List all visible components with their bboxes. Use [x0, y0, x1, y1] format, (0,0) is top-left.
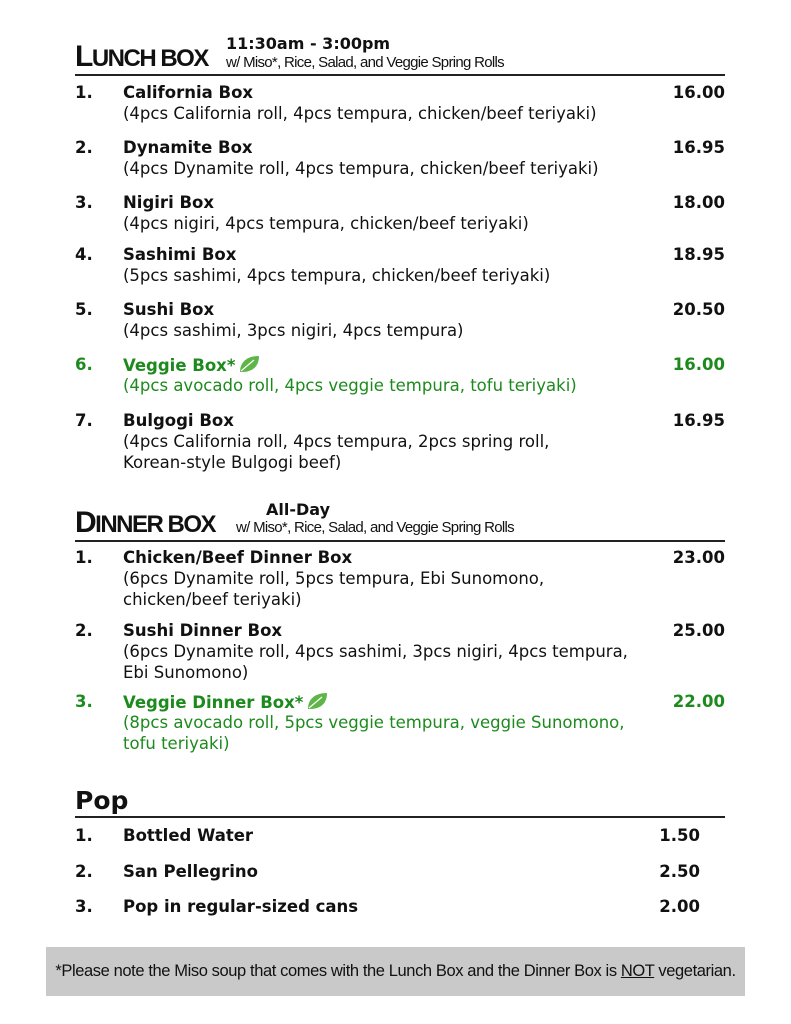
item-detail: (4pcs avocado roll, 4pcs veggie tempura, tofu teriyaki)	[123, 376, 577, 395]
item-detail: (4pcs sashimi, 3pcs nigiri, 4pcs tempura)	[123, 321, 464, 340]
item-detail: (4pcs Dynamite roll, 4pcs tempura, chicken/beef teriyaki)	[123, 159, 599, 178]
dinner-box-hours: All-Day	[266, 500, 331, 519]
item-price: 16.00	[672, 355, 725, 374]
item-name: Chicken/Beef Dinner Box	[123, 548, 353, 567]
item-name: Sushi Dinner Box	[123, 621, 283, 640]
item-name: Bottled Water	[123, 826, 254, 845]
item-name: San Pellegrino	[123, 862, 258, 881]
lunch-box-hours: 11:30am - 3:00pm	[226, 34, 391, 53]
item-price: 18.00	[672, 193, 725, 212]
item-price: 18.95	[672, 245, 725, 264]
item-price: 20.50	[672, 300, 725, 319]
lunch-box-header	[75, 36, 725, 76]
item-detail: (4pcs California roll, 4pcs tempura, 2pcs spring roll, Korean-style Bulgogi beef)	[123, 432, 550, 472]
item-detail: (6pcs Dynamite roll, 5pcs tempura, Ebi Sunomono, chicken/beef teriyaki)	[123, 569, 545, 609]
item-name: Bulgogi Box	[123, 411, 234, 430]
item-price: 2.50	[659, 862, 700, 881]
dinner-box-includes: w/ Miso*, Rice, Salad, and Veggie Spring Rolls	[236, 519, 514, 536]
item-name: Sushi Box	[123, 300, 215, 319]
item-price: 1.50	[659, 826, 700, 845]
item-detail: (4pcs California roll, 4pcs tempura, chicken/beef teriyaki)	[123, 104, 597, 123]
leaf-icon	[306, 691, 328, 711]
item-name: Veggie Dinner Box*	[123, 691, 328, 713]
item-name: Nigiri Box	[123, 193, 215, 212]
leaf-icon	[238, 354, 260, 374]
item-detail: (8pcs avocado roll, 5pcs veggie tempura, veggie Sunomono, tofu teriyaki)	[123, 713, 625, 753]
item-name: Pop in regular-sized cans	[123, 897, 359, 916]
item-name: Sashimi Box	[123, 245, 237, 264]
pop-title: Pop	[75, 786, 129, 815]
lunch-box-includes: w/ Miso*, Rice, Salad, and Veggie Spring Rolls	[226, 54, 504, 71]
item-name: Dynamite Box	[123, 138, 253, 157]
dinner-box-title: DINNER BOX	[75, 506, 216, 539]
item-price: 23.00	[672, 548, 725, 567]
miso-note: *Please note the Miso soup that comes with the Lunch Box and the Dinner Box is NOT vegetarian.	[46, 947, 745, 996]
item-price: 25.00	[672, 621, 725, 640]
lunch-box-title: LUNCH BOX	[75, 40, 208, 73]
item-name: California Box	[123, 83, 254, 102]
item-detail: (6pcs Dynamite roll, 4pcs sashimi, 3pcs nigiri, 4pcs tempura, Ebi Sunomono)	[123, 642, 628, 682]
item-price: 16.00	[672, 83, 725, 102]
item-price: 16.95	[672, 411, 725, 430]
item-name: Veggie Box*	[123, 354, 260, 376]
item-detail: (4pcs nigiri, 4pcs tempura, chicken/beef teriyaki)	[123, 214, 529, 233]
item-detail: (5pcs sashimi, 4pcs tempura, chicken/beef teriyaki)	[123, 266, 551, 285]
item-price: 22.00	[672, 692, 725, 711]
pop-header	[75, 780, 725, 818]
item-price: 2.00	[659, 897, 700, 916]
dinner-box-header	[75, 502, 725, 542]
item-price: 16.95	[672, 138, 725, 157]
